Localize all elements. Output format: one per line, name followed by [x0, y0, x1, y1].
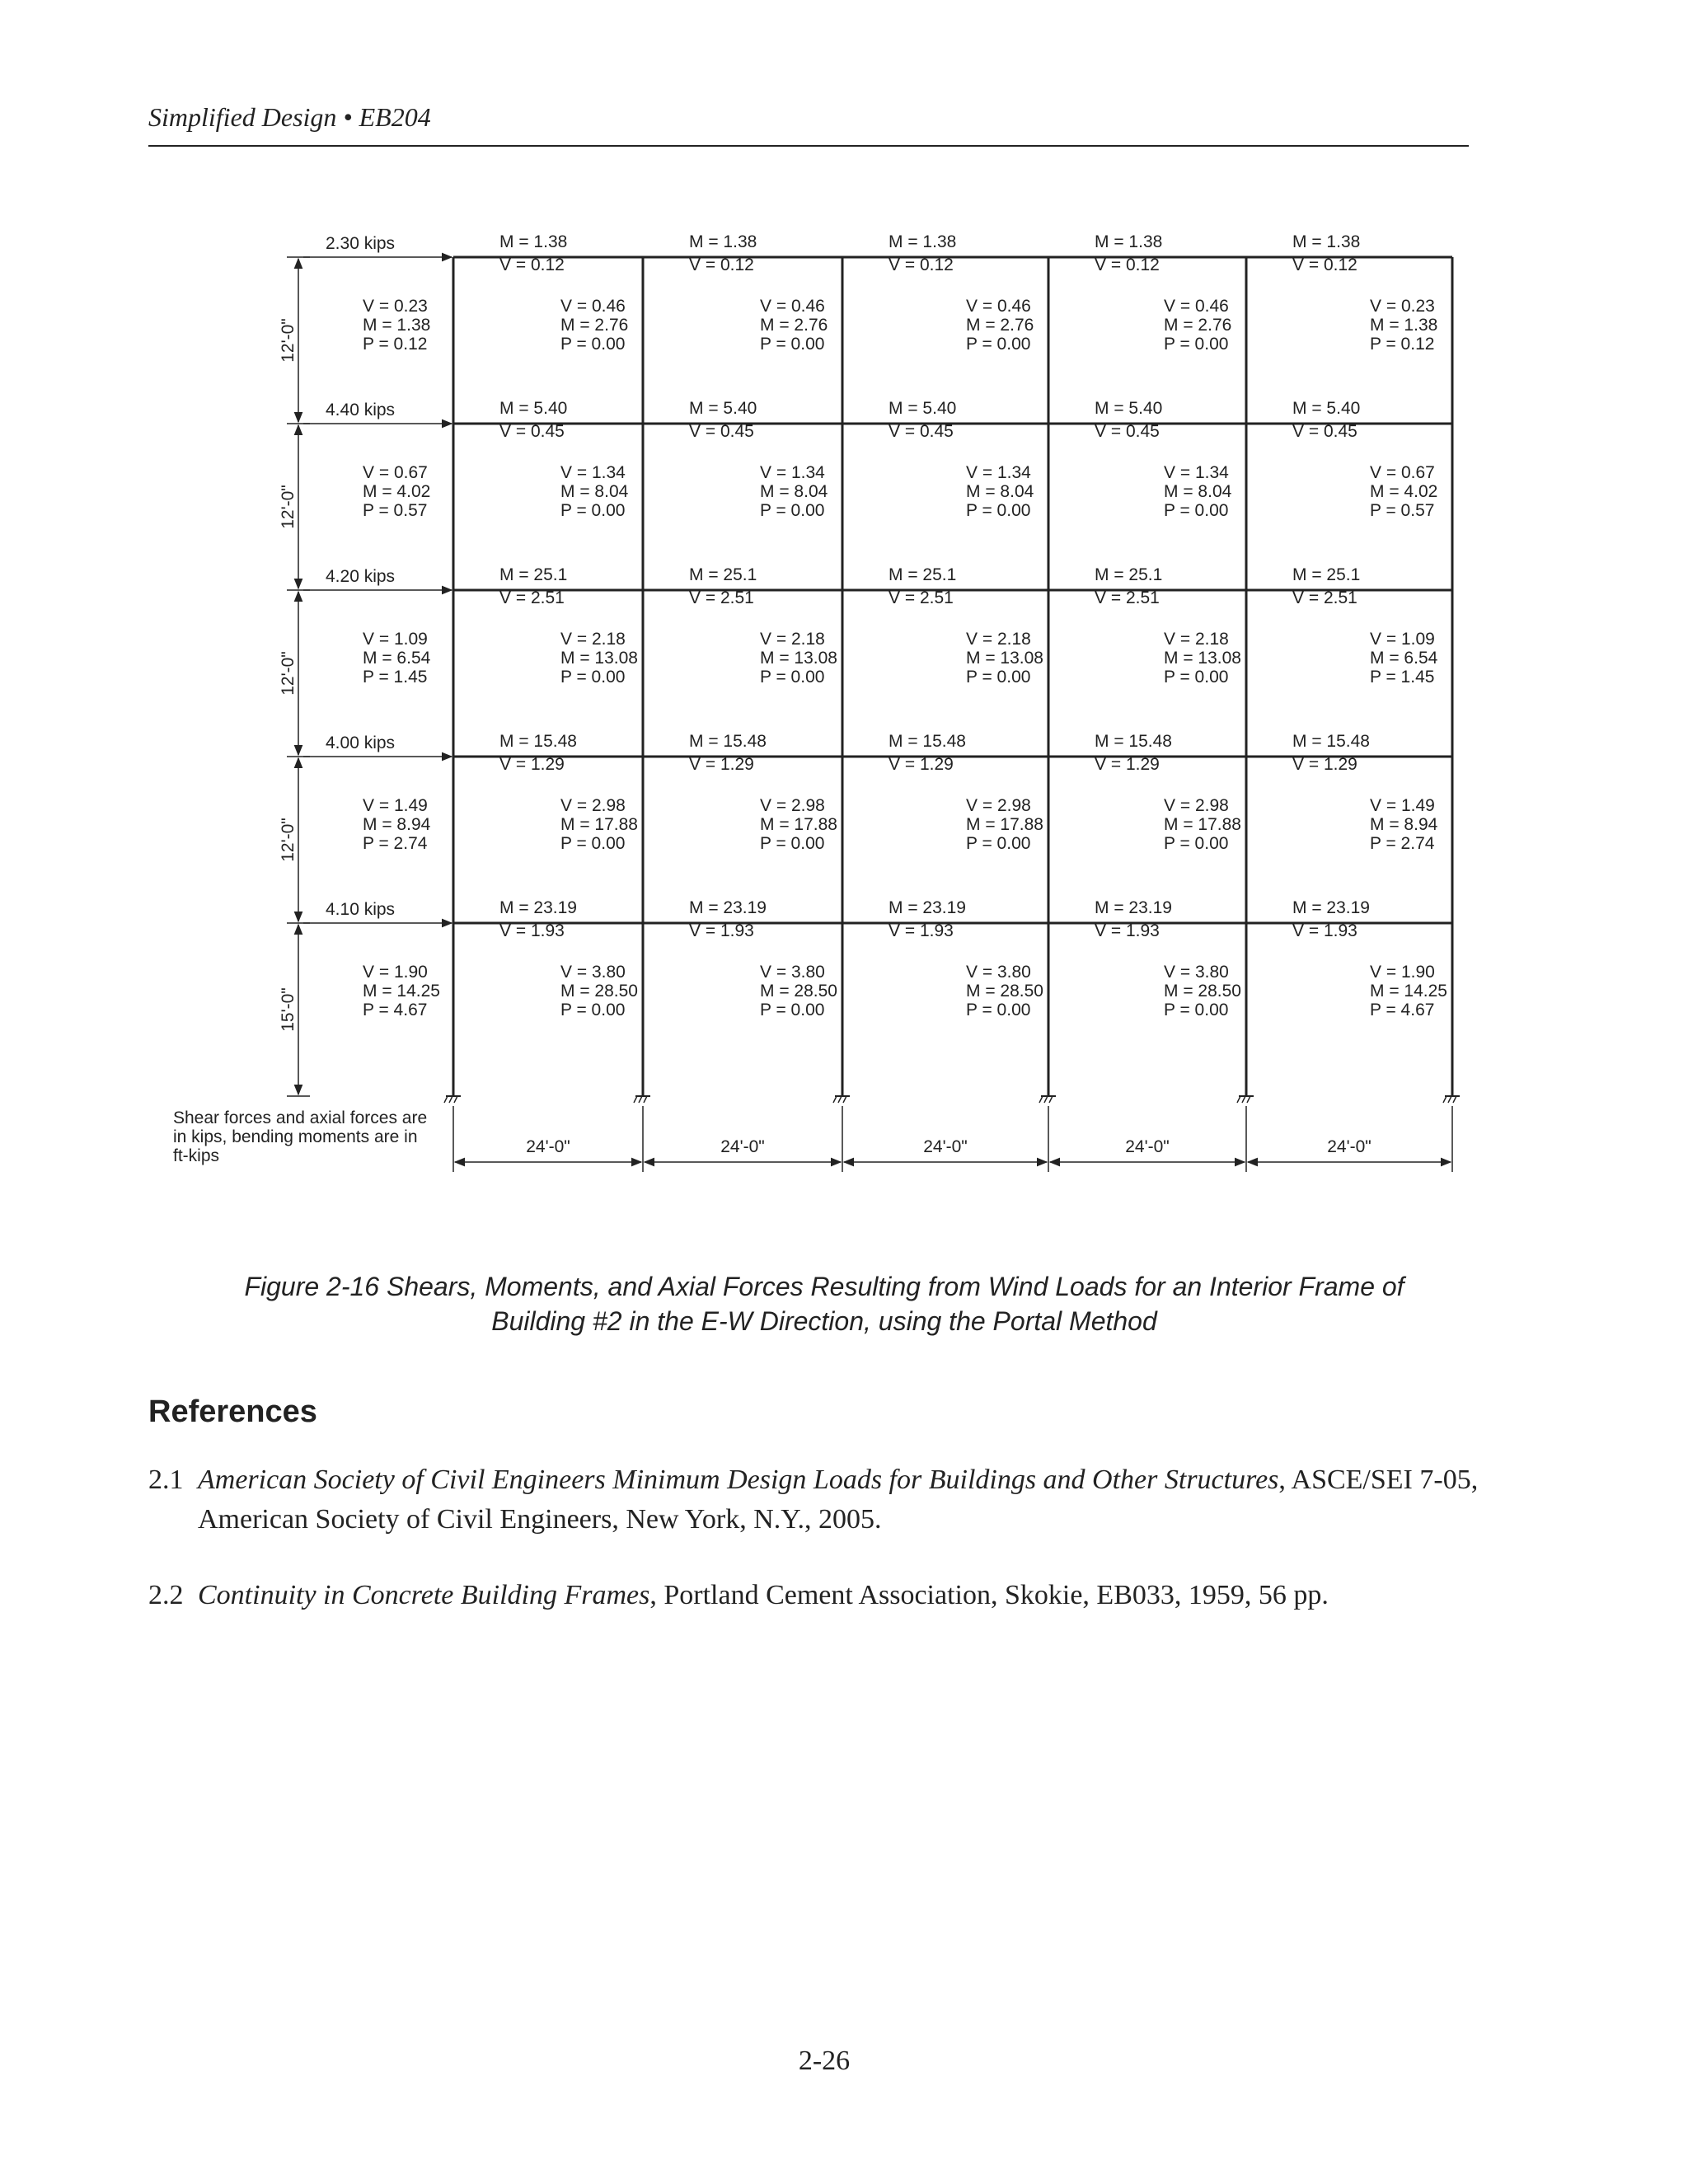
beam-moment-label: M = 15.48 [1095, 732, 1172, 751]
column-force-label: M = 17.88 [1164, 815, 1241, 834]
support-hatch [454, 1096, 457, 1103]
beam-moment-label: M = 5.40 [1292, 399, 1361, 418]
beam-shear-label: V = 1.93 [1095, 921, 1160, 940]
column-force-label: M = 13.08 [966, 649, 1043, 668]
page-number: 2-26 [798, 2046, 851, 2076]
column-force-label: V = 3.80 [966, 963, 1031, 982]
column-force-label: M = 13.08 [760, 649, 837, 668]
column-force-label: P = 0.00 [966, 668, 1031, 687]
story-height-label: 15'-0" [279, 987, 298, 1032]
reference-text [198, 1460, 1500, 1540]
beam-moment-label: M = 25.1 [689, 565, 757, 584]
beam-moment-label: M = 23.19 [689, 898, 767, 917]
column-force-label: P = 0.00 [760, 1001, 825, 1019]
column-force-label: V = 1.09 [363, 630, 428, 649]
caption-line-2: Building #2 in the E-W Direction, using the Portal Method [491, 1306, 1157, 1336]
support-hatch [833, 1096, 837, 1103]
column-force-label: V = 1.09 [1370, 630, 1435, 649]
column-force-label: P = 0.00 [560, 834, 626, 853]
support-hatch [1247, 1096, 1250, 1103]
column-force-label: V = 0.67 [363, 463, 428, 482]
beam-shear-label: V = 1.29 [1095, 755, 1160, 774]
column-force-label: V = 2.18 [1164, 630, 1229, 649]
beam-moment-label: M = 15.48 [889, 732, 966, 751]
column-force-label: V = 1.34 [560, 463, 626, 482]
column-force-label: M = 2.76 [966, 316, 1034, 335]
beam-shear-label: V = 0.12 [499, 255, 565, 274]
column-force-label: V = 3.80 [560, 963, 626, 982]
support-hatch [1039, 1096, 1043, 1103]
caption-line-1: Figure 2-16 Shears, Moments, and Axial Forces Resulting from Wind Loads for an Interior Frame of [244, 1272, 1404, 1301]
beam-moment-label: M = 1.38 [1095, 232, 1163, 251]
column-force-label: P = 0.00 [760, 501, 825, 520]
column-force-label: M = 28.50 [560, 982, 638, 1001]
column-force-label: V = 0.46 [760, 297, 825, 316]
column-force-label: M = 28.50 [966, 982, 1043, 1001]
reference-number: 2.1 [148, 1465, 184, 1495]
beam-moment-label: M = 25.1 [499, 565, 568, 584]
reference-item [148, 1576, 1500, 1615]
beam-moment-label: M = 1.38 [1292, 232, 1361, 251]
column-force-label: P = 0.00 [1164, 335, 1229, 354]
beam-moment-label: M = 23.19 [889, 898, 966, 917]
span-length-label: 24'-0" [720, 1137, 765, 1156]
column-force-label: M = 13.08 [560, 649, 638, 668]
reference-item [148, 1460, 1500, 1540]
column-force-label: V = 3.80 [1164, 963, 1229, 982]
column-force-label: P = 0.00 [966, 501, 1031, 520]
column-force-label: M = 8.04 [966, 482, 1034, 501]
support-hatch [843, 1096, 846, 1103]
column-force-label: V = 2.98 [966, 796, 1031, 815]
column-force-label: M = 14.25 [1370, 982, 1447, 1001]
column-force-label: P = 1.45 [363, 668, 428, 687]
support-hatch [1237, 1096, 1240, 1103]
column-force-label: M = 8.04 [560, 482, 629, 501]
span-length-label: 24'-0" [526, 1137, 570, 1156]
column-force-label: V = 1.34 [760, 463, 825, 482]
support-hatch [644, 1096, 647, 1103]
column-force-label: V = 0.46 [560, 297, 626, 316]
column-force-label: V = 0.46 [1164, 297, 1229, 316]
column-force-label: P = 0.00 [966, 1001, 1031, 1019]
beam-moment-label: M = 5.40 [499, 399, 568, 418]
column-force-label: P = 0.57 [363, 501, 428, 520]
support-hatch [1448, 1096, 1451, 1103]
column-force-label: M = 8.04 [1164, 482, 1232, 501]
beam-shear-label: V = 2.51 [1292, 588, 1357, 607]
beam-shear-label: V = 1.29 [889, 755, 954, 774]
figure-caption [0, 1269, 1648, 1338]
column-force-label: M = 1.38 [363, 316, 431, 335]
beam-shear-label: V = 1.93 [499, 921, 565, 940]
beam-shear-label: V = 1.29 [689, 755, 754, 774]
column-force-label: M = 2.76 [760, 316, 828, 335]
column-force-label: V = 2.98 [560, 796, 626, 815]
support-hatch [449, 1096, 452, 1103]
beam-moment-label: M = 25.1 [1095, 565, 1163, 584]
beam-moment-label: M = 23.19 [499, 898, 577, 917]
beam-moment-label: M = 1.38 [889, 232, 957, 251]
column-force-label: M = 28.50 [760, 982, 837, 1001]
support-hatch [838, 1096, 842, 1103]
column-force-label: P = 0.00 [1164, 834, 1229, 853]
units-note: ft-kips [173, 1146, 220, 1165]
beam-moment-label: M = 5.40 [1095, 399, 1163, 418]
column-force-label: V = 2.18 [760, 630, 825, 649]
span-length-label: 24'-0" [923, 1137, 968, 1156]
column-force-label: V = 0.23 [1370, 297, 1435, 316]
column-force-label: M = 8.94 [1370, 815, 1438, 834]
lateral-load-label: 4.10 kips [326, 900, 396, 919]
column-force-label: M = 4.02 [363, 482, 431, 501]
beam-shear-label: V = 0.45 [1095, 422, 1160, 441]
story-height-label: 12'-0" [279, 318, 298, 363]
support-hatch [1044, 1096, 1048, 1103]
beam-moment-label: M = 15.48 [689, 732, 767, 751]
beam-moment-label: M = 15.48 [499, 732, 577, 751]
reference-title: Continuity in Concrete Building Frames [198, 1580, 650, 1610]
column-force-label: P = 0.00 [760, 834, 825, 853]
lateral-load-label: 2.30 kips [326, 234, 396, 253]
column-force-label: V = 1.90 [1370, 963, 1435, 982]
column-force-label: M = 4.02 [1370, 482, 1438, 501]
references-heading: References [148, 1394, 317, 1429]
column-force-label: M = 13.08 [1164, 649, 1241, 668]
column-force-label: P = 0.00 [966, 834, 1031, 853]
support-hatch [444, 1096, 448, 1103]
column-force-label: M = 1.38 [1370, 316, 1438, 335]
beam-moment-label: M = 1.38 [499, 232, 568, 251]
beam-shear-label: V = 0.12 [889, 255, 954, 274]
column-force-label: V = 2.98 [1164, 796, 1229, 815]
beam-shear-label: V = 0.12 [1292, 255, 1357, 274]
column-force-label: V = 0.23 [363, 297, 428, 316]
support-hatch [1242, 1096, 1245, 1103]
support-hatch [634, 1096, 637, 1103]
column-force-label: M = 17.88 [560, 815, 638, 834]
column-force-label: M = 14.25 [363, 982, 440, 1001]
column-force-label: M = 28.50 [1164, 982, 1241, 1001]
beam-shear-label: V = 2.51 [499, 588, 565, 607]
beam-shear-label: V = 1.29 [1292, 755, 1357, 774]
column-force-label: M = 6.54 [1370, 649, 1438, 668]
beam-moment-label: M = 15.48 [1292, 732, 1370, 751]
column-force-label: P = 0.57 [1370, 501, 1435, 520]
running-header: Simplified Design • EB204 [148, 102, 431, 132]
column-force-label: M = 2.76 [1164, 316, 1232, 335]
beam-moment-label: M = 25.1 [1292, 565, 1361, 584]
column-force-label: M = 17.88 [760, 815, 837, 834]
beam-moment-label: M = 5.40 [889, 399, 957, 418]
units-note: Shear forces and axial forces are [173, 1108, 428, 1127]
column-force-label: P = 2.74 [1370, 834, 1435, 853]
column-force-label: V = 1.90 [363, 963, 428, 982]
column-force-label: P = 0.00 [560, 1001, 626, 1019]
lateral-load-label: 4.40 kips [326, 401, 396, 419]
story-height-label: 12'-0" [279, 485, 298, 529]
column-force-label: P = 0.00 [560, 501, 626, 520]
reference-details: , ASCE/SEI 7-05, American Society of Civil Engineers, New York, N.Y., 2005. [198, 1465, 1479, 1535]
column-force-label: V = 2.98 [760, 796, 825, 815]
column-force-label: M = 2.76 [560, 316, 629, 335]
beam-shear-label: V = 0.45 [499, 422, 565, 441]
reference-number: 2.2 [148, 1580, 184, 1610]
beam-moment-label: M = 23.19 [1292, 898, 1370, 917]
column-force-label: P = 0.00 [760, 335, 825, 354]
span-length-label: 24'-0" [1125, 1137, 1170, 1156]
beam-shear-label: V = 2.51 [689, 588, 754, 607]
story-height-label: 12'-0" [279, 818, 298, 862]
column-force-label: P = 0.00 [560, 668, 626, 687]
beam-shear-label: V = 2.51 [889, 588, 954, 607]
column-force-label: M = 17.88 [966, 815, 1043, 834]
column-force-label: P = 1.45 [1370, 668, 1435, 687]
beam-shear-label: V = 1.93 [689, 921, 754, 940]
column-force-label: V = 0.67 [1370, 463, 1435, 482]
column-force-label: V = 0.46 [966, 297, 1031, 316]
reference-details: , Portland Cement Association, Skokie, EB033, 1959, 56 pp. [649, 1580, 1329, 1610]
support-hatch [1443, 1096, 1447, 1103]
support-hatch [1049, 1096, 1053, 1103]
column-force-label: P = 0.00 [1164, 501, 1229, 520]
column-force-label: V = 1.34 [966, 463, 1031, 482]
column-force-label: P = 4.67 [363, 1001, 428, 1019]
column-force-label: V = 1.49 [1370, 796, 1435, 815]
column-force-label: P = 0.00 [560, 335, 626, 354]
reference-text [198, 1576, 1500, 1615]
column-force-label: P = 0.00 [966, 335, 1031, 354]
column-force-label: V = 3.80 [760, 963, 825, 982]
beam-moment-label: M = 25.1 [889, 565, 957, 584]
span-length-label: 24'-0" [1327, 1137, 1372, 1156]
column-force-label: M = 8.94 [363, 815, 431, 834]
lateral-load-label: 4.20 kips [326, 567, 396, 586]
column-force-label: P = 0.00 [760, 668, 825, 687]
column-force-label: P = 0.12 [1370, 335, 1435, 354]
column-force-label: P = 0.00 [1164, 1001, 1229, 1019]
beam-shear-label: V = 0.45 [1292, 422, 1357, 441]
beam-moment-label: M = 1.38 [689, 232, 757, 251]
column-force-label: M = 8.04 [760, 482, 828, 501]
support-hatch [1453, 1096, 1456, 1103]
column-force-label: V = 1.49 [363, 796, 428, 815]
beam-shear-label: V = 2.51 [1095, 588, 1160, 607]
beam-shear-label: V = 1.29 [499, 755, 565, 774]
beam-shear-label: V = 0.45 [889, 422, 954, 441]
column-force-label: M = 6.54 [363, 649, 431, 668]
beam-shear-label: V = 0.12 [1095, 255, 1160, 274]
beam-moment-label: M = 23.19 [1095, 898, 1172, 917]
beam-shear-label: V = 0.45 [689, 422, 754, 441]
column-force-label: V = 2.18 [966, 630, 1031, 649]
beam-shear-label: V = 0.12 [689, 255, 754, 274]
beam-moment-label: M = 5.40 [689, 399, 757, 418]
lateral-load-label: 4.00 kips [326, 733, 396, 752]
beam-shear-label: V = 1.93 [1292, 921, 1357, 940]
column-force-label: P = 2.74 [363, 834, 428, 853]
column-force-label: V = 2.18 [560, 630, 626, 649]
column-force-label: P = 4.67 [1370, 1001, 1435, 1019]
units-note: in kips, bending moments are in [173, 1127, 418, 1146]
column-force-label: P = 0.12 [363, 335, 428, 354]
story-height-label: 12'-0" [279, 651, 298, 696]
support-hatch [639, 1096, 642, 1103]
column-force-label: P = 0.00 [1164, 668, 1229, 687]
column-force-label: V = 1.34 [1164, 463, 1229, 482]
beam-shear-label: V = 1.93 [889, 921, 954, 940]
reference-title: American Society of Civil Engineers Minimum Design Loads for Buildings and Other Structures [198, 1465, 1279, 1495]
